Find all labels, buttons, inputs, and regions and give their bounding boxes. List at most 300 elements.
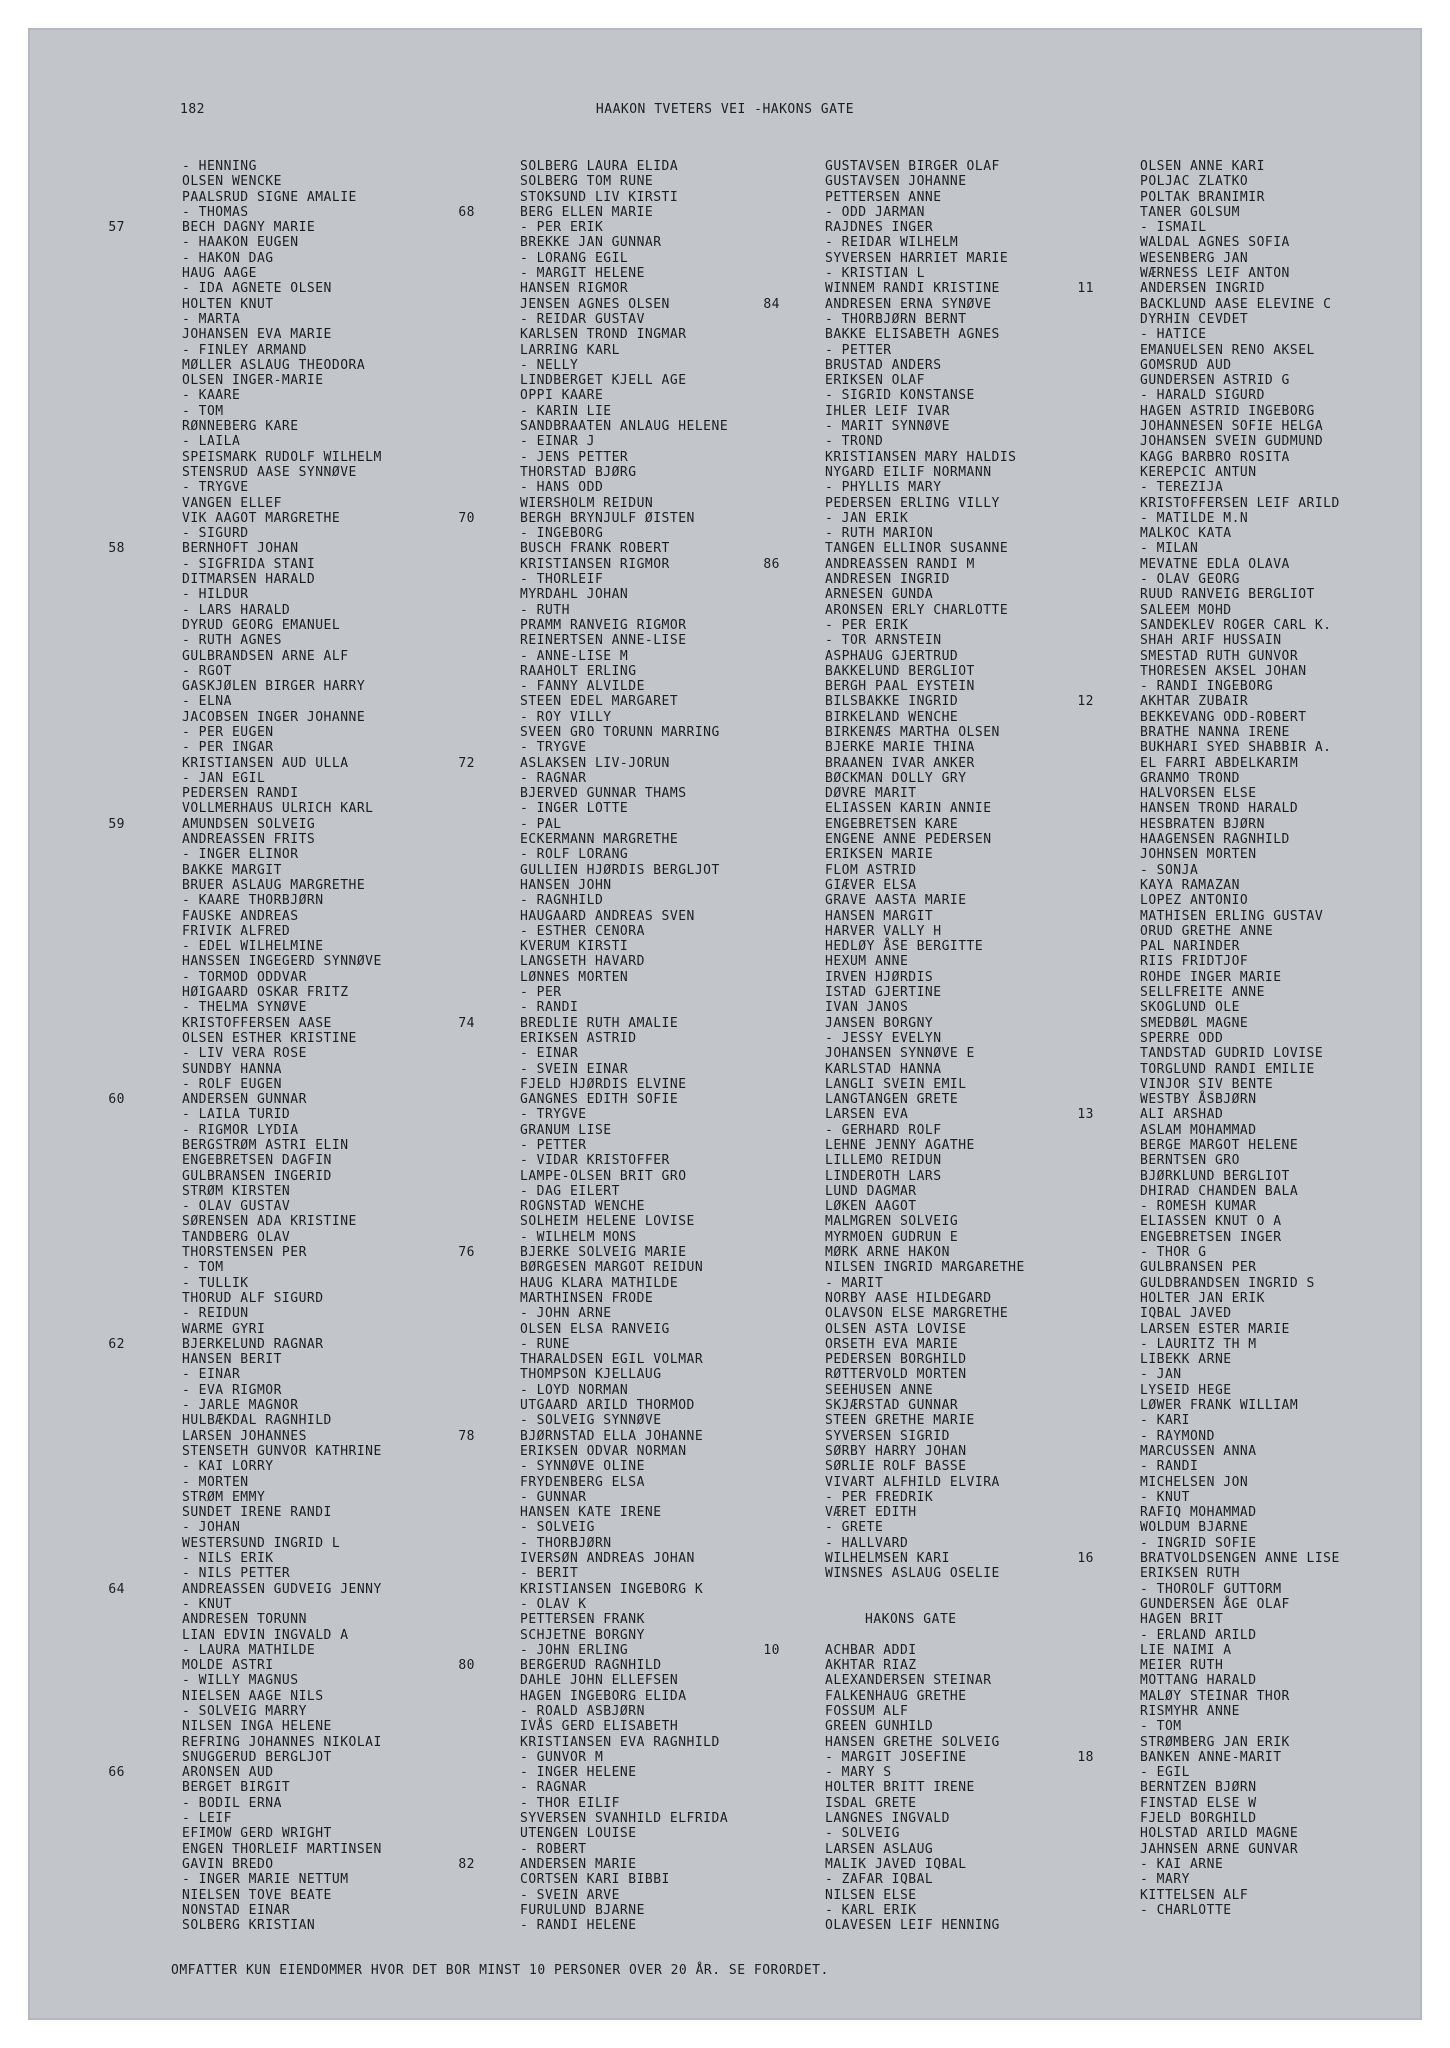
- resident-name: - THORBJØRN BERNT: [825, 311, 967, 327]
- resident-name: HEDLØY ÅSE BERGITTE: [825, 939, 984, 955]
- resident-name: ISTAD GJERTINE: [825, 985, 942, 1001]
- resident-name: DHIRAD CHANDEN BALA: [1140, 1183, 1299, 1199]
- resident-name: - LARS HARALD: [182, 602, 291, 618]
- resident-name: - MILAN: [1140, 541, 1199, 557]
- resident-name: EL FARRI ABDELKARIM: [1140, 755, 1299, 771]
- house-number: 16: [1077, 1551, 1094, 1567]
- resident-name: BØRGESEN MARGOT REIDUN: [520, 1260, 704, 1276]
- resident-name: HANSEN BERIT: [182, 1352, 282, 1368]
- resident-name: OLSEN WENCKE: [182, 174, 282, 190]
- resident-name: WESTERSUND INGRID L: [182, 1535, 341, 1551]
- resident-name: - HENNING: [182, 159, 257, 174]
- resident-name: BUSCH FRANK ROBERT: [520, 541, 670, 557]
- resident-name: NIELSEN AAGE NILS: [182, 1688, 324, 1704]
- resident-name: VINJOR SIV BENTE: [1140, 1076, 1274, 1092]
- resident-name: IVÅS GERD ELISABETH: [520, 1719, 679, 1735]
- resident-name: MALØY STEINAR THOR: [1140, 1688, 1290, 1704]
- resident-name: - DAG EILERT: [520, 1183, 620, 1199]
- resident-name: - EINAR J: [520, 434, 595, 450]
- house-number: 78: [458, 1428, 475, 1444]
- resident-name: SKOGLUND OLE: [1140, 1000, 1240, 1016]
- resident-name: - NILS PETTER: [182, 1566, 291, 1582]
- resident-name: ALEXANDERSEN STEINAR: [825, 1673, 992, 1689]
- resident-name: - SONJA: [1140, 862, 1199, 878]
- resident-name: KITTELSEN ALF: [1140, 1887, 1249, 1903]
- house-number: 12: [1077, 694, 1094, 710]
- resident-name: - PER ERIK: [825, 617, 909, 633]
- resident-name: BERNHOFT JOHAN: [182, 541, 299, 557]
- resident-name: FJELD HJØRDIS ELVINE: [520, 1076, 687, 1092]
- resident-name: - THOROLF GUTTORM: [1140, 1581, 1282, 1597]
- resident-name: SMESTAD RUTH GUNVOR: [1140, 648, 1299, 664]
- resident-name: STRØM KIRSTEN: [182, 1183, 291, 1199]
- resident-name: MYRMOEN GUDRUN E: [825, 1229, 959, 1245]
- resident-name: KRISTOFFERSEN AASE: [182, 1015, 332, 1031]
- resident-name: FINSTAD ELSE W: [1140, 1795, 1257, 1811]
- resident-name: - JOHAN: [182, 1520, 241, 1536]
- resident-name: KRISTIANSEN RIGMOR: [520, 556, 670, 572]
- resident-name: TANDSTAD GUDRID LOVISE: [1140, 1046, 1324, 1062]
- resident-name: - ERLAND ARILD: [1140, 1627, 1257, 1643]
- resident-name: ANDERSEN INGRID: [1140, 281, 1265, 297]
- resident-name: - TRYGVE: [520, 1107, 587, 1123]
- resident-name: GULBRANSEN INGERID: [182, 1168, 332, 1184]
- resident-name: - LIV VERA ROSE: [182, 1046, 307, 1062]
- resident-name: LARSEN ASLAUG: [825, 1841, 934, 1857]
- resident-name: GRANUM LISE: [520, 1122, 612, 1138]
- resident-name: - PER INGAR: [182, 740, 274, 756]
- resident-name: - EINAR: [182, 1367, 241, 1383]
- resident-name: BJERKE MARIE THINA: [825, 740, 975, 756]
- resident-name: - SYNNØVE OLINE: [520, 1459, 645, 1475]
- resident-name: - JESSY EVELYN: [825, 1030, 942, 1046]
- resident-name: ERIKSEN ASTRID: [520, 1030, 637, 1046]
- resident-name: WOLDUM BJARNE: [1140, 1520, 1249, 1536]
- resident-name: ENGENE ANNE PEDERSEN: [825, 832, 992, 848]
- resident-name: KARLSEN TROND INGMAR: [520, 327, 687, 343]
- resident-name: BJØRNSTAD ELLA JOHANNE: [520, 1428, 704, 1444]
- resident-name: - KNUT: [182, 1596, 232, 1612]
- resident-name: JENSEN AGNES OLSEN: [520, 296, 670, 312]
- resident-name: BERNTZEN BJØRN: [1140, 1780, 1257, 1796]
- resident-name: IHLER LEIF IVAR: [825, 403, 950, 419]
- resident-name: LØNNES MORTEN: [520, 969, 629, 985]
- resident-name: ASLAM MOHAMMAD: [1140, 1122, 1257, 1138]
- resident-name: - ROLF EUGEN: [182, 1076, 282, 1092]
- resident-name: - IDA AGNETE OLSEN: [182, 281, 332, 297]
- resident-name: CORTSEN KARI BIBBI: [520, 1872, 670, 1888]
- resident-name: ELIASSEN KARIN ANNIE: [825, 801, 992, 817]
- house-number: 72: [458, 755, 475, 771]
- resident-name: JANSEN BORGNY: [825, 1015, 934, 1031]
- resident-name: - TORMOD ODDVAR: [182, 969, 307, 985]
- resident-name: - PER EUGEN: [182, 724, 274, 740]
- resident-name: ASPHAUG GJERTRUD: [825, 648, 959, 664]
- house-number: 18: [1077, 1749, 1094, 1765]
- resident-name: - OLAV GEORG: [1140, 572, 1240, 588]
- resident-name: LANGNES INGVALD: [825, 1811, 950, 1827]
- resident-name: ARNESEN GUNDA: [825, 587, 934, 603]
- resident-name: LYSEID HEGE: [1140, 1382, 1232, 1398]
- resident-name: SHAH ARIF HUSSAIN: [1140, 633, 1282, 649]
- house-number: 62: [108, 1336, 125, 1352]
- resident-name: - KNUT: [1140, 1489, 1190, 1505]
- house-number: 80: [458, 1658, 475, 1674]
- resident-name: NONSTAD EINAR: [182, 1902, 291, 1918]
- resident-name: - EDEL WILHELMINE: [182, 939, 324, 955]
- resident-name: SOLHEIM HELENE LOVISE: [520, 1214, 695, 1230]
- resident-name: SCHJETNE BORGNY: [520, 1627, 645, 1643]
- resident-name: IRVEN HJØRDIS: [825, 969, 934, 985]
- house-number: 57: [108, 220, 125, 236]
- resident-name: AMUNDSEN SOLVEIG: [182, 816, 316, 832]
- resident-name: BJERKELUND RAGNAR: [182, 1336, 324, 1352]
- resident-name: SØRLIE ROLF BASSE: [825, 1459, 967, 1475]
- resident-name: BERGH PAAL EYSTEIN: [825, 679, 975, 695]
- resident-name: MEVATNE EDLA OLAVA: [1140, 556, 1290, 572]
- resident-name: STRØM EMMY: [182, 1489, 266, 1505]
- resident-name: SØRENSEN ADA KRISTINE: [182, 1214, 357, 1230]
- resident-name: FAUSKE ANDREAS: [182, 908, 299, 924]
- resident-name: - TEREZIJA: [1140, 480, 1224, 496]
- resident-name: EFIMOW GERD WRIGHT: [182, 1826, 332, 1842]
- resident-name: - PER FREDRIK: [825, 1489, 934, 1505]
- resident-name: MOTTANG HARALD: [1140, 1673, 1257, 1689]
- resident-name: PAL NARINDER: [1140, 939, 1240, 955]
- resident-name: MATHISEN ERLING GUSTAV: [1140, 908, 1324, 924]
- resident-name: HOLTEN KNUT: [182, 296, 274, 312]
- resident-name: MARCUSSEN ANNA: [1140, 1443, 1257, 1459]
- resident-name: - INGER LOTTE: [520, 801, 629, 817]
- resident-name: SKJÆRSTAD GUNNAR: [825, 1398, 959, 1414]
- street-name: HAKONS GATE: [865, 1612, 957, 1628]
- resident-name: RAAHOLT ERLING: [520, 663, 637, 679]
- resident-name: - THORBJØRN: [520, 1535, 612, 1551]
- resident-name: PEDERSEN BORGHILD: [825, 1352, 967, 1368]
- resident-name: LIAN EDVIN INGVALD A: [182, 1627, 349, 1643]
- resident-name: LUND DAGMAR: [825, 1183, 917, 1199]
- resident-name: - SIGURD: [182, 526, 249, 542]
- resident-name: SMEDBØL MAGNE: [1140, 1015, 1249, 1031]
- resident-name: - ELNA: [182, 694, 232, 710]
- resident-name: BRATVOLDSENGEN ANNE LISE: [1140, 1551, 1340, 1567]
- resident-name: NIELSEN TOVE BEATE: [182, 1887, 332, 1903]
- resident-name: - ROMESH KUMAR: [1140, 1199, 1257, 1215]
- resident-name: GRAVE AASTA MARIE: [825, 893, 967, 909]
- resident-name: WINNEM RANDI KRISTINE: [825, 281, 1000, 297]
- resident-name: - EGIL: [1140, 1765, 1190, 1781]
- resident-name: NILSEN ELSE: [825, 1887, 917, 1903]
- resident-name: SANDEKLEV ROGER CARL K.: [1140, 617, 1332, 633]
- resident-name: ANDRESEN ERNA SYNØVE: [825, 296, 992, 312]
- resident-name: PETTERSEN FRANK: [520, 1612, 645, 1628]
- resident-name: ANDREASSEN GUDVEIG JENNY: [182, 1581, 382, 1597]
- resident-name: - RANDI INGEBORG: [1140, 679, 1274, 695]
- house-number: 84: [763, 296, 780, 312]
- resident-name: DYRHIN CEVDET: [1140, 311, 1249, 327]
- resident-name: - RANDI: [520, 1000, 579, 1016]
- resident-name: - INGER MARIE NETTUM: [182, 1872, 349, 1888]
- resident-name: MØRK ARNE HAKON: [825, 1245, 950, 1261]
- resident-name: LØWER FRANK WILLIAM: [1140, 1398, 1299, 1414]
- resident-name: - MARY: [1140, 1872, 1190, 1888]
- resident-name: HARVER VALLY H: [825, 923, 942, 939]
- resident-name: WILHELMSEN KARI: [825, 1551, 950, 1567]
- resident-name: OLSEN ANNE KARI: [1140, 159, 1265, 174]
- resident-name: NYGARD EILIF NORMANN: [825, 464, 992, 480]
- resident-name: STENSETH GUNVOR KATHRINE: [182, 1443, 382, 1459]
- resident-name: - HAAKON EUGEN: [182, 235, 299, 251]
- resident-name: DYRUD GEORG EMANUEL: [182, 617, 341, 633]
- house-number: 10: [763, 1642, 780, 1658]
- resident-name: HOLTER JAN ERIK: [1140, 1290, 1265, 1306]
- resident-name: LIBEKK ARNE: [1140, 1352, 1232, 1368]
- resident-name: BAKKELUND BERGLIOT: [825, 663, 975, 679]
- resident-name: - REIDUN: [182, 1306, 249, 1322]
- resident-name: OPPI KAARE: [520, 388, 604, 404]
- resident-name: AKHTAR RIAZ: [825, 1658, 917, 1674]
- resident-name: - HILDUR: [182, 587, 249, 603]
- resident-name: MALIK JAVED IQBAL: [825, 1856, 967, 1872]
- resident-name: BRAANEN IVAR ANKER: [825, 755, 975, 771]
- house-number: 82: [458, 1856, 475, 1872]
- resident-name: - KAI LORRY: [182, 1459, 274, 1475]
- resident-name: - JAN: [1140, 1367, 1182, 1383]
- resident-name: LIE NAIMI A: [1140, 1642, 1232, 1658]
- resident-name: SYVERSEN SIGRID: [825, 1428, 950, 1444]
- resident-name: - MORTEN: [182, 1474, 249, 1490]
- resident-name: - JOHN ARNE: [520, 1306, 612, 1322]
- resident-name: ENGEBRETSEN DAGFIN: [182, 1153, 332, 1169]
- resident-name: ARONSEN ERLY CHARLOTTE: [825, 602, 1009, 618]
- resident-name: BRUER ASLAUG MARGRETHE: [182, 877, 366, 893]
- resident-name: - TRYGVE: [520, 740, 587, 756]
- resident-name: - WILHELM MONS: [520, 1229, 637, 1245]
- resident-name: MALMGREN SOLVEIG: [825, 1214, 959, 1230]
- resident-name: - BERIT: [520, 1566, 579, 1582]
- resident-name: - RUNE: [520, 1336, 570, 1352]
- resident-name: - CHARLOTTE: [1140, 1902, 1232, 1918]
- house-number: 66: [108, 1765, 125, 1781]
- resident-name: GULLIEN HJØRDIS BERGLJOT: [520, 862, 720, 878]
- resident-name: VÆRET EDITH: [825, 1505, 917, 1521]
- resident-name: - OLAV GUSTAV: [182, 1199, 291, 1215]
- resident-name: NILSEN INGA HELENE: [182, 1719, 332, 1735]
- resident-name: - TOM: [1140, 1719, 1182, 1735]
- resident-name: BJERKE SOLVEIG MARIE: [520, 1245, 687, 1261]
- resident-name: BERNTSEN GRO: [1140, 1153, 1240, 1169]
- resident-name: JOHANSEN EVA MARIE: [182, 327, 332, 343]
- resident-name: FRYDENBERG ELSA: [520, 1474, 645, 1490]
- resident-name: - RAGNAR: [520, 1780, 587, 1796]
- resident-name: HANSEN TROND HARALD: [1140, 801, 1299, 817]
- resident-name: GAVIN BREDO: [182, 1856, 274, 1872]
- resident-name: GULBRANDSEN ARNE ALF: [182, 648, 349, 664]
- resident-name: - PAL: [520, 816, 562, 832]
- house-number: 74: [458, 1015, 475, 1031]
- resident-name: OLAVSON ELSE MARGRETHE: [825, 1306, 1009, 1322]
- resident-name: IVERSØN ANDREAS JOHAN: [520, 1551, 695, 1567]
- house-number: 13: [1077, 1107, 1094, 1123]
- resident-name: - INGER ELINOR: [182, 847, 299, 863]
- resident-name: KRISTIANSEN MARY HALDIS: [825, 449, 1017, 465]
- resident-name: - THORLEIF: [520, 572, 604, 588]
- resident-name: TORGLUND RANDI EMILIE: [1140, 1061, 1315, 1077]
- resident-name: - SVEIN EINAR: [520, 1061, 629, 1077]
- resident-name: GULBRANSEN PER: [1140, 1260, 1257, 1276]
- resident-name: ANDREASSEN RANDI M: [825, 556, 975, 572]
- resident-name: WINSNES ASLAUG OSELIE: [825, 1566, 1000, 1582]
- resident-name: - THOR G: [1140, 1245, 1207, 1261]
- resident-name: KRISTIANSEN INGEBORG K: [520, 1581, 704, 1597]
- resident-name: PETTERSEN ANNE: [825, 189, 942, 205]
- resident-name: - ZAFAR IQBAL: [825, 1872, 934, 1888]
- resident-name: ANDERSEN GUNNAR: [182, 1092, 307, 1108]
- resident-name: BILSBAKKE INGRID: [825, 694, 959, 710]
- resident-name: KEREPCIC ANTUN: [1140, 464, 1257, 480]
- resident-name: BRUSTAD ANDERS: [825, 357, 942, 373]
- resident-name: OLSEN ASTA LOVISE: [825, 1321, 967, 1337]
- resident-name: THORSTAD BJØRG: [520, 464, 637, 480]
- resident-name: THORUD ALF SIGURD: [182, 1290, 324, 1306]
- resident-name: GOMSRUD AUD: [1140, 357, 1232, 373]
- resident-name: HAUG AAGE: [182, 266, 257, 282]
- page-header: [28, 102, 1422, 122]
- resident-name: BAKKE ELISABETH AGNES: [825, 327, 1000, 343]
- resident-name: IVAN JANOS: [825, 1000, 909, 1016]
- resident-name: - HARALD SIGURD: [1140, 388, 1265, 404]
- resident-name: SUNDET IRENE RANDI: [182, 1505, 332, 1521]
- resident-name: SYVERSEN SVANHILD ELFRIDA: [520, 1811, 729, 1827]
- directory-page: [28, 28, 1422, 2020]
- resident-name: ENGEBRETSEN INGER: [1140, 1229, 1282, 1245]
- resident-name: BERGSTRØM ASTRI ELIN: [182, 1138, 349, 1153]
- resident-name: ISDAL GRETE: [825, 1795, 917, 1811]
- resident-name: RAFIQ MOHAMMAD: [1140, 1505, 1257, 1521]
- resident-name: - RIGMOR LYDIA: [182, 1122, 299, 1138]
- resident-name: WÆRNESS LEIF ANTON: [1140, 266, 1290, 282]
- resident-name: - LAILA TURID: [182, 1107, 291, 1123]
- resident-name: - SOLVEIG: [520, 1520, 595, 1536]
- resident-name: WALDAL AGNES SOFIA: [1140, 235, 1290, 251]
- resident-name: OLSEN INGER-MARIE: [182, 373, 324, 389]
- footnote: OMFATTER KUN EIENDOMMER HVOR DET BOR MINST 10 PERSONER OVER 20 ÅR. SE FORORDET.: [171, 1963, 829, 1978]
- resident-name: - MARIT SYNNØVE: [825, 419, 950, 435]
- resident-name: - FINLEY ARMAND: [182, 342, 307, 358]
- resident-name: - TROND: [825, 434, 884, 450]
- resident-name: BREDLIE RUTH AMALIE: [520, 1015, 679, 1031]
- resident-name: - KARIN LIE: [520, 403, 612, 419]
- resident-name: LINDEROTH LARS: [825, 1168, 942, 1184]
- resident-name: SPEISMARK RUDOLF WILHELM: [182, 449, 382, 465]
- resident-name: GUNDERSEN ÅGE OLAF: [1140, 1596, 1290, 1612]
- resident-name: - THOMAS: [182, 204, 249, 220]
- resident-name: FURULUND BJARNE: [520, 1902, 645, 1918]
- resident-name: - MARIT: [825, 1275, 884, 1291]
- resident-name: OLSEN ELSA RANVEIG: [520, 1321, 670, 1337]
- resident-name: MEIER RUTH: [1140, 1658, 1224, 1674]
- resident-name: - REIDAR GUSTAV: [520, 311, 645, 327]
- resident-name: SELLFREITE ANNE: [1140, 985, 1265, 1001]
- resident-name: BUKHARI SYED SHABBIR A.: [1140, 740, 1332, 756]
- resident-name: UTGAARD ARILD THORMOD: [520, 1398, 695, 1414]
- resident-name: WESENBERG JAN: [1140, 250, 1249, 266]
- resident-name: BANKEN ANNE-MARIT: [1140, 1749, 1282, 1765]
- house-number: 68: [458, 204, 475, 220]
- resident-name: SOLBERG KRISTIAN: [182, 1918, 316, 1934]
- resident-name: BIRKELAND WENCHE: [825, 709, 959, 725]
- resident-name: TANDBERG OLAV: [182, 1229, 291, 1245]
- resident-name: BERGH BRYNJULF ØISTEN: [520, 510, 695, 526]
- resident-name: - BODIL ERNA: [182, 1795, 282, 1811]
- resident-name: - SVEIN ARVE: [520, 1887, 620, 1903]
- resident-name: - ANNE-LISE M: [520, 648, 629, 664]
- resident-name: MYRDAHL JOHAN: [520, 587, 629, 603]
- resident-name: RØNNEBERG KARE: [182, 419, 299, 435]
- resident-name: THORSTENSEN PER: [182, 1245, 307, 1261]
- resident-name: HANSEN JOHN: [520, 877, 612, 893]
- resident-name: ERIKSEN ODVAR NORMAN: [520, 1443, 687, 1459]
- resident-name: HAUGAARD ANDREAS SVEN: [520, 908, 695, 924]
- resident-name: - PETTER: [520, 1138, 587, 1153]
- resident-name: HAGEN ASTRID INGEBORG: [1140, 403, 1315, 419]
- resident-name: WESTBY ÅSBJØRN: [1140, 1092, 1257, 1108]
- resident-name: BJØRKLUND BERGLIOT: [1140, 1168, 1290, 1184]
- resident-name: TANER GOLSUM: [1140, 204, 1240, 220]
- resident-name: GREEN GUNHILD: [825, 1719, 934, 1735]
- resident-name: - JAN EGIL: [182, 770, 266, 786]
- resident-name: ERIKSEN RUTH: [1140, 1566, 1240, 1582]
- resident-name: - RANDI HELENE: [520, 1918, 637, 1934]
- resident-name: OLAVESEN LEIF HENNING: [825, 1918, 1000, 1934]
- running-title: HAAKON TVETERS VEI -HAKONS GATE: [595, 102, 855, 117]
- resident-name: - MARGIT JOSEFINE: [825, 1749, 967, 1765]
- resident-name: PAALSRUD SIGNE AMALIE: [182, 189, 357, 205]
- resident-name: LAMPE-OLSEN BRIT GRO: [520, 1168, 687, 1184]
- resident-name: FLOM ASTRID: [825, 862, 917, 878]
- resident-name: ARONSEN AUD: [182, 1765, 274, 1781]
- resident-name: HULBÆKDAL RAGNHILD: [182, 1413, 332, 1429]
- resident-name: GUSTAVSEN JOHANNE: [825, 174, 967, 190]
- resident-name: HESBRATEN BJØRN: [1140, 816, 1265, 832]
- resident-name: - PHYLLIS MARY: [825, 480, 942, 496]
- resident-name: - KAARE THORBJØRN: [182, 893, 324, 909]
- resident-name: BERGERUD RAGNHILD: [520, 1658, 662, 1674]
- resident-name: ECKERMANN MARGRETHE: [520, 832, 679, 848]
- resident-name: - KAI ARNE: [1140, 1856, 1224, 1872]
- resident-name: - HANS ODD: [520, 480, 604, 496]
- resident-name: ELIASSEN KNUT O A: [1140, 1214, 1282, 1230]
- resident-name: BAKKE MARGIT: [182, 862, 282, 878]
- resident-name: ALI ARSHAD: [1140, 1107, 1224, 1123]
- resident-name: KARLSTAD HANNA: [825, 1061, 942, 1077]
- resident-name: NILSEN INGRID MARGARETHE: [825, 1260, 1025, 1276]
- resident-name: - RGOT: [182, 663, 232, 679]
- resident-name: SOLBERG LAURA ELIDA: [520, 159, 679, 174]
- resident-name: - PER: [520, 985, 562, 1001]
- resident-name: - JENS PETTER: [520, 449, 629, 465]
- resident-name: - INGEBORG: [520, 526, 604, 542]
- resident-name: ORSETH EVA MARIE: [825, 1336, 959, 1352]
- resident-name: - THOR EILIF: [520, 1795, 620, 1811]
- resident-name: - HATICE: [1140, 327, 1207, 343]
- resident-name: SØRBY HARRY JOHAN: [825, 1443, 967, 1459]
- resident-name: - FANNY ALVILDE: [520, 679, 645, 695]
- resident-name: - LOYD NORMAN: [520, 1382, 629, 1398]
- resident-name: - SIGRID KONSTANSE: [825, 388, 975, 404]
- resident-name: BØCKMAN DOLLY GRY: [825, 770, 967, 786]
- resident-name: KRISTIANSEN EVA RAGNHILD: [520, 1734, 720, 1750]
